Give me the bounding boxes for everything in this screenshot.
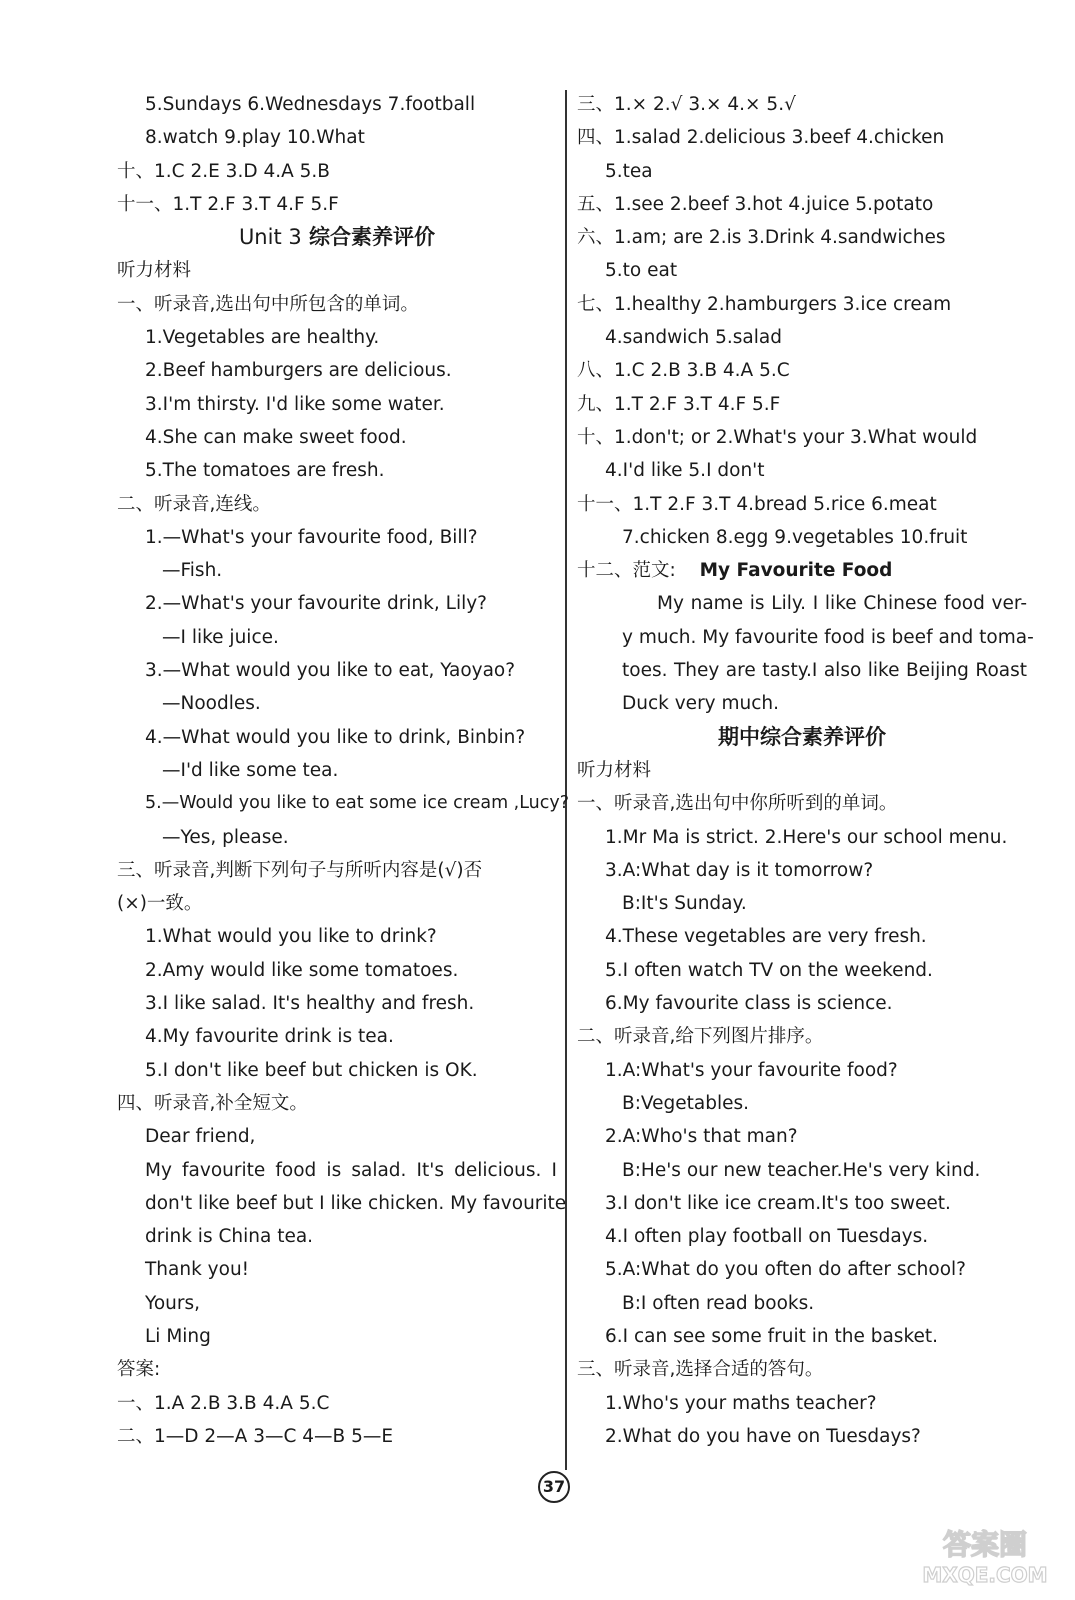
answer-line: 五、1.see 2.beef 3.hot 4.juice 5.potato bbox=[577, 193, 934, 215]
essay-title: My Favourite Food bbox=[699, 560, 893, 582]
answer-line: 一、1.A 2.B 3.B 4.A 5.C bbox=[117, 1392, 330, 1414]
watermark-bottom: MXQE.COM bbox=[922, 1563, 1048, 1587]
script-line: 2.A:Who's that man? bbox=[605, 1126, 798, 1148]
script-line: 2.Amy would like some tomatoes. bbox=[145, 959, 459, 981]
question-heading: 四、听录音,补全短文。 bbox=[117, 1092, 308, 1114]
letter-line: Li Ming bbox=[145, 1325, 211, 1347]
answer-line: 六、1.am; are 2.is 3.Drink 4.sandwiches bbox=[577, 227, 946, 249]
script-line: 4.These vegetables are very fresh. bbox=[605, 926, 927, 948]
unit-label: Unit 3 bbox=[238, 225, 302, 250]
unit-title: 综合素养评价 bbox=[309, 225, 436, 250]
script-line: 1.—What's your favourite food, Bill? bbox=[145, 526, 478, 548]
model-essay-line bbox=[577, 554, 1027, 587]
answer-line: 5.to eat bbox=[605, 260, 678, 282]
watermark-logo bbox=[915, 1520, 1055, 1590]
listening-material-label: 听力材料 bbox=[577, 759, 652, 781]
question-heading: 二、听录音,连线。 bbox=[117, 493, 271, 515]
script-line: 1.Mr Ma is strict. 2.Here's our school menu. bbox=[605, 826, 1008, 848]
answer-line: 7.chicken 8.egg 9.vegetables 10.fruit bbox=[622, 526, 968, 548]
script-line: B:I often read books. bbox=[622, 1292, 815, 1314]
script-line: —Yes, please. bbox=[162, 826, 289, 848]
script-line: 4.My favourite drink is tea. bbox=[145, 1026, 394, 1048]
answer-line: 十、1.C 2.E 3.D 4.A 5.B bbox=[117, 160, 330, 182]
script-line: 6.I can see some fruit in the basket. bbox=[605, 1325, 939, 1347]
script-line: 5.—Would you like to eat some ice cream ,Lucy? bbox=[145, 793, 570, 814]
question-heading: 三、听录音,选择合适的答句。 bbox=[577, 1359, 824, 1381]
script-line: 3.I like salad. It's healthy and fresh. bbox=[145, 993, 475, 1015]
script-line: 1.What would you like to drink? bbox=[145, 926, 437, 948]
script-line: 2.Beef hamburgers are delicious. bbox=[145, 360, 452, 382]
answer-line: 四、1.salad 2.delicious 3.beef 4.chicken bbox=[577, 127, 945, 149]
left-column bbox=[117, 88, 570, 1453]
section-heading-midterm: 期中综合素养评价 bbox=[718, 724, 886, 749]
script-line: 5.A:What do you often do after school? bbox=[605, 1259, 966, 1281]
letter-line: don't like beef but I like chicken. My favourite bbox=[145, 1192, 567, 1214]
script-line: 5.I don't like beef but chicken is OK. bbox=[145, 1059, 478, 1081]
letter-line: Thank you! bbox=[145, 1259, 250, 1281]
letter-line: My favourite food is salad. It's delicious. I bbox=[145, 1159, 557, 1181]
script-line: 1.Vegetables are healthy. bbox=[145, 327, 380, 349]
script-line: 5.I often watch TV on the weekend. bbox=[605, 959, 933, 981]
script-line: B:Vegetables. bbox=[622, 1092, 750, 1114]
essay-line: Duck very much. bbox=[622, 693, 780, 715]
answer-line: 九、1.T 2.F 3.T 4.F 5.F bbox=[577, 393, 781, 415]
page-number: 37 bbox=[538, 1471, 570, 1503]
script-line: —Fish. bbox=[162, 560, 223, 582]
script-line: 5.The tomatoes are fresh. bbox=[145, 460, 385, 482]
answer-line: 八、1.C 2.B 3.B 4.A 5.C bbox=[577, 360, 790, 382]
script-line: 4.She can make sweet food. bbox=[145, 426, 407, 448]
answer-line: 十一、1.T 2.F 3.T 4.bread 5.rice 6.meat bbox=[577, 493, 937, 515]
column-divider bbox=[565, 90, 567, 1470]
script-line: —I'd like some tea. bbox=[162, 759, 339, 781]
script-line: 1.A:What's your favourite food? bbox=[605, 1059, 898, 1081]
question-heading: 一、听录音,选出句中你所听到的单词。 bbox=[577, 793, 898, 815]
script-line: B:It's Sunday. bbox=[622, 893, 747, 915]
script-line: 1.Who's your maths teacher? bbox=[605, 1392, 877, 1414]
essay-line: toes. They are tasty.I also like Beijing Roast bbox=[622, 660, 1027, 682]
letter-line: Yours, bbox=[145, 1292, 201, 1314]
question-heading: 三、听录音,判断下列句子与所听内容是(√)否 bbox=[117, 859, 483, 881]
answer-line: 5.tea bbox=[605, 160, 653, 182]
question-heading: 一、听录音,选出句中所包含的单词。 bbox=[117, 293, 419, 315]
answer-line: 二、1—D 2—A 3—C 4—B 5—E bbox=[117, 1425, 394, 1447]
question-heading: (×)一致。 bbox=[117, 893, 203, 915]
script-line: 2.What do you have on Tuesdays? bbox=[605, 1425, 921, 1447]
question-heading: 二、听录音,给下列图片排序。 bbox=[577, 1026, 824, 1048]
script-line: B:He's our new teacher.He's very kind. bbox=[622, 1159, 981, 1181]
watermark-top: 答案圈 bbox=[942, 1528, 1028, 1561]
answer-line: 5.Sundays 6.Wednesdays 7.football bbox=[145, 94, 476, 115]
answer-line: 4.sandwich 5.salad bbox=[605, 327, 782, 349]
answer-line: 4.I'd like 5.I don't bbox=[605, 460, 765, 482]
script-line: 2.—What's your favourite drink, Lily? bbox=[145, 593, 487, 615]
script-line: 4.I often play football on Tuesdays. bbox=[605, 1226, 929, 1248]
script-line: 6.My favourite class is science. bbox=[605, 993, 893, 1015]
answers-label: 答案: bbox=[117, 1359, 161, 1381]
right-column bbox=[577, 88, 1034, 1453]
script-line: 3.A:What day is it tomorrow? bbox=[605, 859, 874, 881]
essay-line: My name is Lily. I like Chinese food ver- bbox=[657, 593, 1027, 615]
answer-line: 七、1.healthy 2.hamburgers 3.ice cream bbox=[577, 293, 952, 315]
script-line: 3.—What would you like to eat, Yaoyao? bbox=[145, 660, 516, 682]
letter-line: drink is China tea. bbox=[145, 1226, 314, 1248]
listening-material-label: 听力材料 bbox=[117, 260, 192, 282]
answer-line: 8.watch 9.play 10.What bbox=[145, 127, 365, 149]
script-line: —I like juice. bbox=[162, 626, 279, 648]
script-line: 3.I'm thirsty. I'd like some water. bbox=[145, 393, 445, 415]
answer-line: 三、1.× 2.√ 3.× 4.× 5.√ bbox=[577, 94, 796, 115]
script-line: —Noodles. bbox=[162, 693, 261, 715]
answer-line: 十、1.don't; or 2.What's your 3.What would bbox=[577, 426, 978, 448]
model-essay-label: 十二、范文: bbox=[577, 560, 676, 582]
answer-line: 十一、1.T 2.F 3.T 4.F 5.F bbox=[117, 193, 339, 215]
essay-line: y much. My favourite food is beef and toma- bbox=[622, 626, 1034, 648]
letter-line: Dear friend, bbox=[145, 1126, 256, 1148]
script-line: 4.—What would you like to drink, Binbin? bbox=[145, 726, 526, 748]
section-heading-unit3 bbox=[117, 221, 557, 254]
script-line: 3.I don't like ice cream.It's too sweet. bbox=[605, 1192, 951, 1214]
